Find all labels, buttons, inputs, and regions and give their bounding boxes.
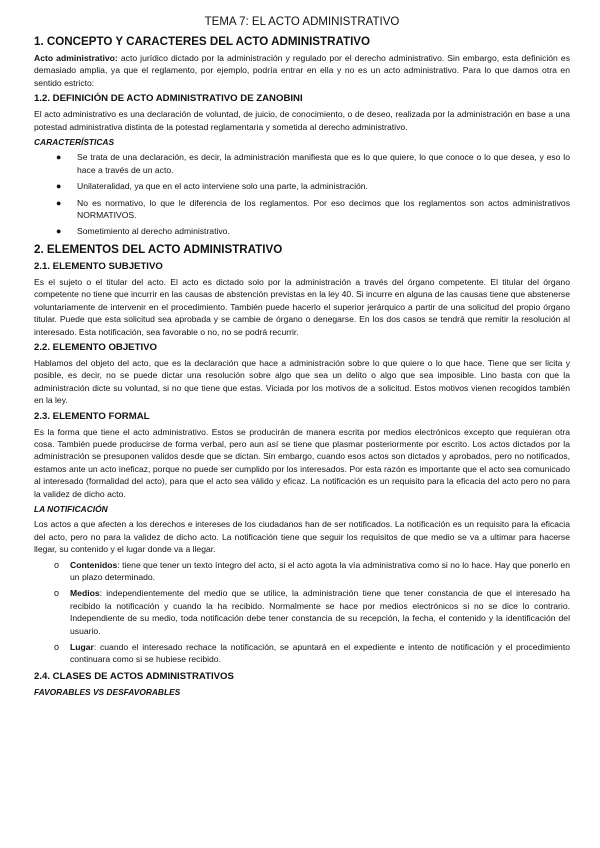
elemento-objetivo-text: Hablamos del objeto del acto, que es la declaración que hace a administración sobre lo que quiere o lo que hace. Tiene que ser licita y posible, es decir, no se puede dictar una resolución sobre algo que sea un delito o algo que sea imposible. Lino basta con que la administración dicte su voluntad, si no que tiene que estas. Viciada por los motivos de a solicitud. Estos motivos vienen recogidos también en la ley. [34,357,570,406]
list-item-text: : cuando el interesado rechace la notificación, se apuntará en el expediente e intento de notificación y el procedimiento continuara como si se hubiese recibido. [70,642,570,665]
section-1-2-heading: 1.2. DEFINICIÓN DE ACTO ADMINISTRATIVO DE ZANOBINI [34,93,303,105]
notificacion-label: LA NOTIFICACIÓN [34,503,108,514]
elemento-formal-text: Es la forma que tiene el acto administrativo. Estos se producirán de manera escrita por medios electrónicos excepto que requieran otra cosa. También puede producirse de forma verbal, pero aun así se tiene que plasmar posteriormente por escrito. Los actos dictados por la administración se presuponen validos desde que se dictan. Sin embargo, cuando esos actos son dictados y aprobados, pero no notificados, estamos ante un acto ineficaz, porque no puede ser cumplido por los interesados. Por esta razón es importante que el acto sea comunicado al interesado (formalidad del acto), para que el acto sea válido y eficaz. La notificación es un requisito para la eficacia del acto pero no para la validez de dicho acto. [34,426,570,499]
section-2-1-heading: 2.1. ELEMENTO SUBJETIVO [34,260,163,272]
list-item-term: Contenidos [70,559,118,570]
bullet-icon: ● [56,197,62,208]
section-2-4-heading: 2.4. CLASES DE ACTOS ADMINISTRATIVOS [34,670,234,682]
document-title: TEMA 7: EL ACTO ADMINISTRATIVO [204,16,400,28]
notificacion-text: Los actos a que afecten a los derechos e intereses de los ciudadanos han de ser notificados. La notificación es un requisito para la eficacia del acto, pero no para la validez de dicho acto. La notificación tiene que seguir los requisitos de que medio se va a ultimar para hacerse llegar, su contenido y el lugar donde va a llegar. [34,519,570,555]
circle-bullet-icon: o [54,559,60,570]
list-item [56,151,570,176]
notificacion-requisitos-list [34,559,570,666]
list-item-text: : tiene que tener un texto íntegro del acto, si el acto agota la vía administrativa como si no lo hace. Hay que ponerlo en un plazo determinado. [70,559,570,582]
zanobini-definition: El acto administrativo es una declaración de voluntad, de juicio, de conocimiento, o de deseo, realizada por la administración en base a una potestad administrativa distinta de la potestad reglamentaria y sometida al derecho administrativo. [34,109,570,132]
list-item-text: Unilateralidad, ya que en el acto interviene solo una parte, la administración. [77,181,368,192]
bullet-icon: ● [56,181,62,192]
section-2-3-heading: 2.3. ELEMENTO FORMAL [34,410,150,422]
section-1-intro [34,52,570,89]
list-item-term: Medios [70,588,100,599]
caracteristicas-list [34,151,570,237]
list-item [56,225,570,237]
list-item [54,587,570,637]
list-item [56,180,570,192]
bullet-icon: ● [56,152,62,163]
elemento-subjetivo-text: Es el sujeto o el titular del acto. El acto es dictado solo por la administración a través del órgano competente. El titular del órgano competente no tiene que incurrir en las causas de abstención previstas en la ley 40. Si incurre en alguna de las causas tiene que abstenerse voluntariamente de intervenir en el procedimiento. También puede hacerlo el superior jerárquico a partir de una solicitud del propio órgano titular. Puede que esta solicitud sea aprobada y se cambie de órgano o denegarse. En los dos casos se tendrá que remitir la resolución al interesado. Esta notificación, sea favorable o no, no se podrá recurrir. [34,276,571,337]
list-item [54,641,570,666]
bullet-icon: ● [56,226,62,237]
section-2-2-heading: 2.2. ELEMENTO OBJETIVO [34,341,157,353]
circle-bullet-icon: o [54,588,60,599]
list-item-text: : independientemente del medio que se utilice, la administración tiene que tener constancia de que el interesado ha recibido la notificación y cuando la ha recibido. Normalmente se hace por medios electrónicos si no se dice lo contrario. Independiente de su medio, toda notificación debe tener constancia de su recepción, la fecha, el contenido y la identificación del usuario. [70,588,570,636]
intro-term: Acto administrativo: [34,53,118,63]
intro-text: acto jurídico dictado por la administración y regulado por el derecho administrativo. Sin embargo, esta definición es demasiado amplia, ya que el reglamento, por ejemplo, podría entrar en ella y no es un acto administrativo. Para lo que damos otra en sentido estricto: [34,53,570,88]
list-item [54,559,570,584]
list-item-term: Lugar [70,642,94,653]
list-item [56,197,570,222]
section-2-heading: 2. ELEMENTOS DEL ACTO ADMINISTRATIVO [34,242,283,256]
section-1-heading: 1. CONCEPTO Y CARACTERES DEL ACTO ADMINISTRATIVO [34,35,371,48]
list-item-text: Se trata de una declaración, es decir, la administración manifiesta que es lo que quiere, lo que conoce o lo que desea, y eso lo hace a través de un acto. [77,152,570,175]
caracteristicas-label: CARACTERÍSTICAS [34,137,115,148]
list-item-text: No es normativo, lo que le diferencia de los reglamentos. Por eso decimos que los reglamentos son actos administrativos NORMATIVOS. [77,197,570,221]
list-item-text: Sometimiento al derecho administrativo. [77,226,230,237]
circle-bullet-icon: o [54,642,60,653]
favorables-label: FAVORABLES VS DESFAVORABLES [34,686,181,697]
